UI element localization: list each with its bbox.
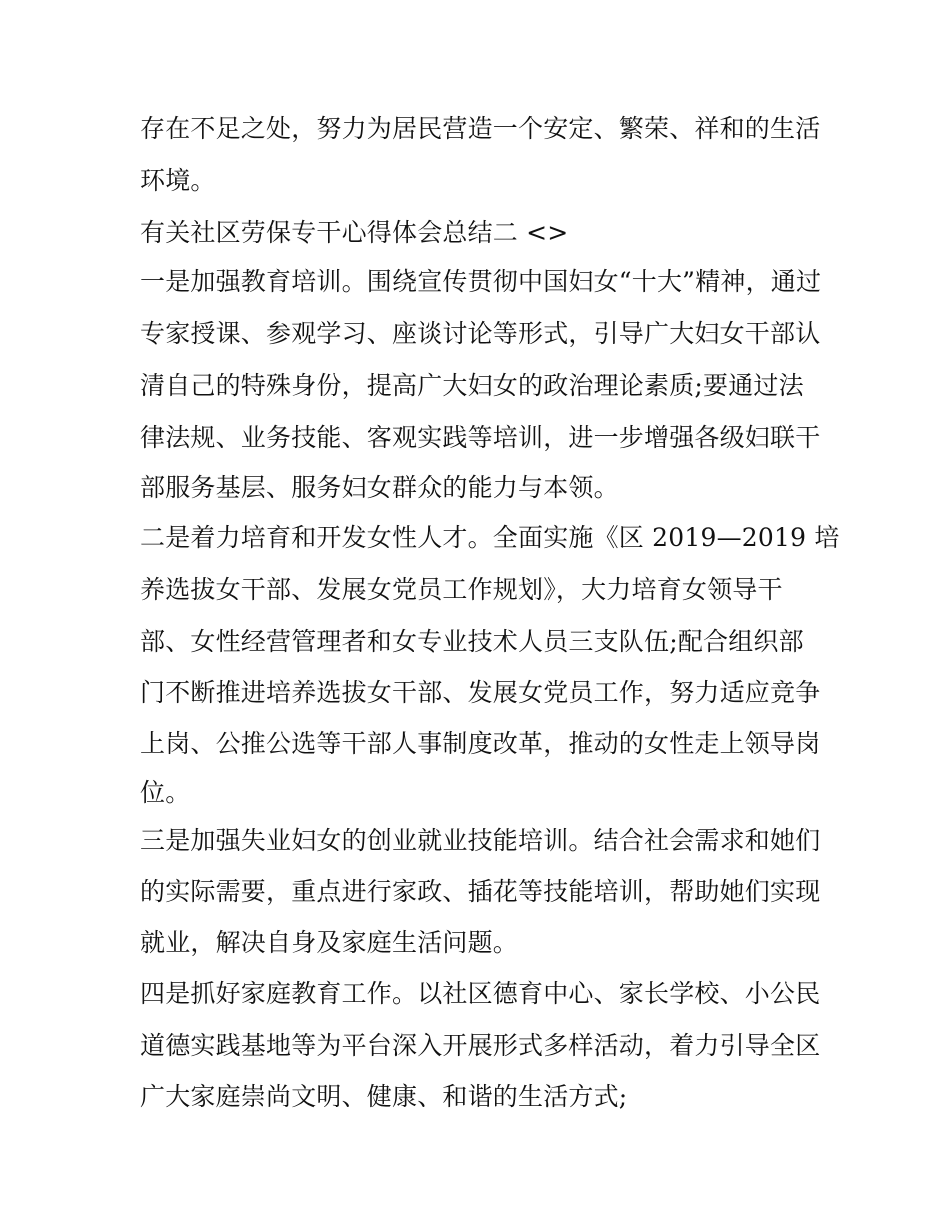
text-line: 环境。 (140, 166, 216, 195)
text-line: 二是着力培育和开发女性人才。全面实施《区 2019—2019 培 (140, 523, 840, 552)
text-line: 就业，解决自身及家庭生活问题。 (140, 928, 519, 957)
text-line: 广大家庭崇尚文明、健康、和谐的生活方式; (140, 1082, 628, 1111)
text-line: 存在不足之处，努力为居民营造一个安定、繁荣、祥和的生活 (140, 114, 821, 143)
text-line: 专家授课、参观学习、座谈讨论等形式，引导广大妇女干部认 (140, 319, 821, 348)
text-line: 四是抓好家庭教育工作。以社区德育中心、家长学校、小公民 (140, 979, 821, 1008)
text-line: 位。 (140, 778, 191, 807)
text-line: 清自己的特殊身份，提高广大妇女的政治理论素质;要通过法 (140, 371, 804, 400)
text-line: 律法规、业务技能、客观实践等培训，进一步增强各级妇联干 (140, 423, 821, 452)
text-line: 门不断推进培养选拔女干部、发展女党员工作，努力适应竞争 (140, 678, 821, 707)
text-line: 三是加强失业妇女的创业就业技能培训。结合社会需求和她们 (140, 826, 821, 855)
text-line: 部服务基层、服务妇女群众的能力与本领。 (140, 473, 619, 502)
text-line: 的实际需要，重点进行家政、插花等技能培训，帮助她们实现 (140, 877, 821, 906)
text-line: 一是加强教育培训。围绕宣传贯彻中国妇女“十大”精神，通过 (140, 267, 822, 296)
text-line: 养选拔女干部、发展女党员工作规划》，大力培育女领导干 (140, 575, 783, 604)
text-line: 部、女性经营管理者和女专业技术人员三支队伍;配合组织部 (140, 627, 804, 656)
section-heading: 有关社区劳保专干心得体会总结二 <> (140, 218, 569, 247)
text-line: 道德实践基地等为平台深入开展形式多样活动，着力引导全区 (140, 1031, 821, 1060)
text-line: 上岗、公推公选等干部人事制度改革，推动的女性走上领导岗 (140, 729, 821, 758)
